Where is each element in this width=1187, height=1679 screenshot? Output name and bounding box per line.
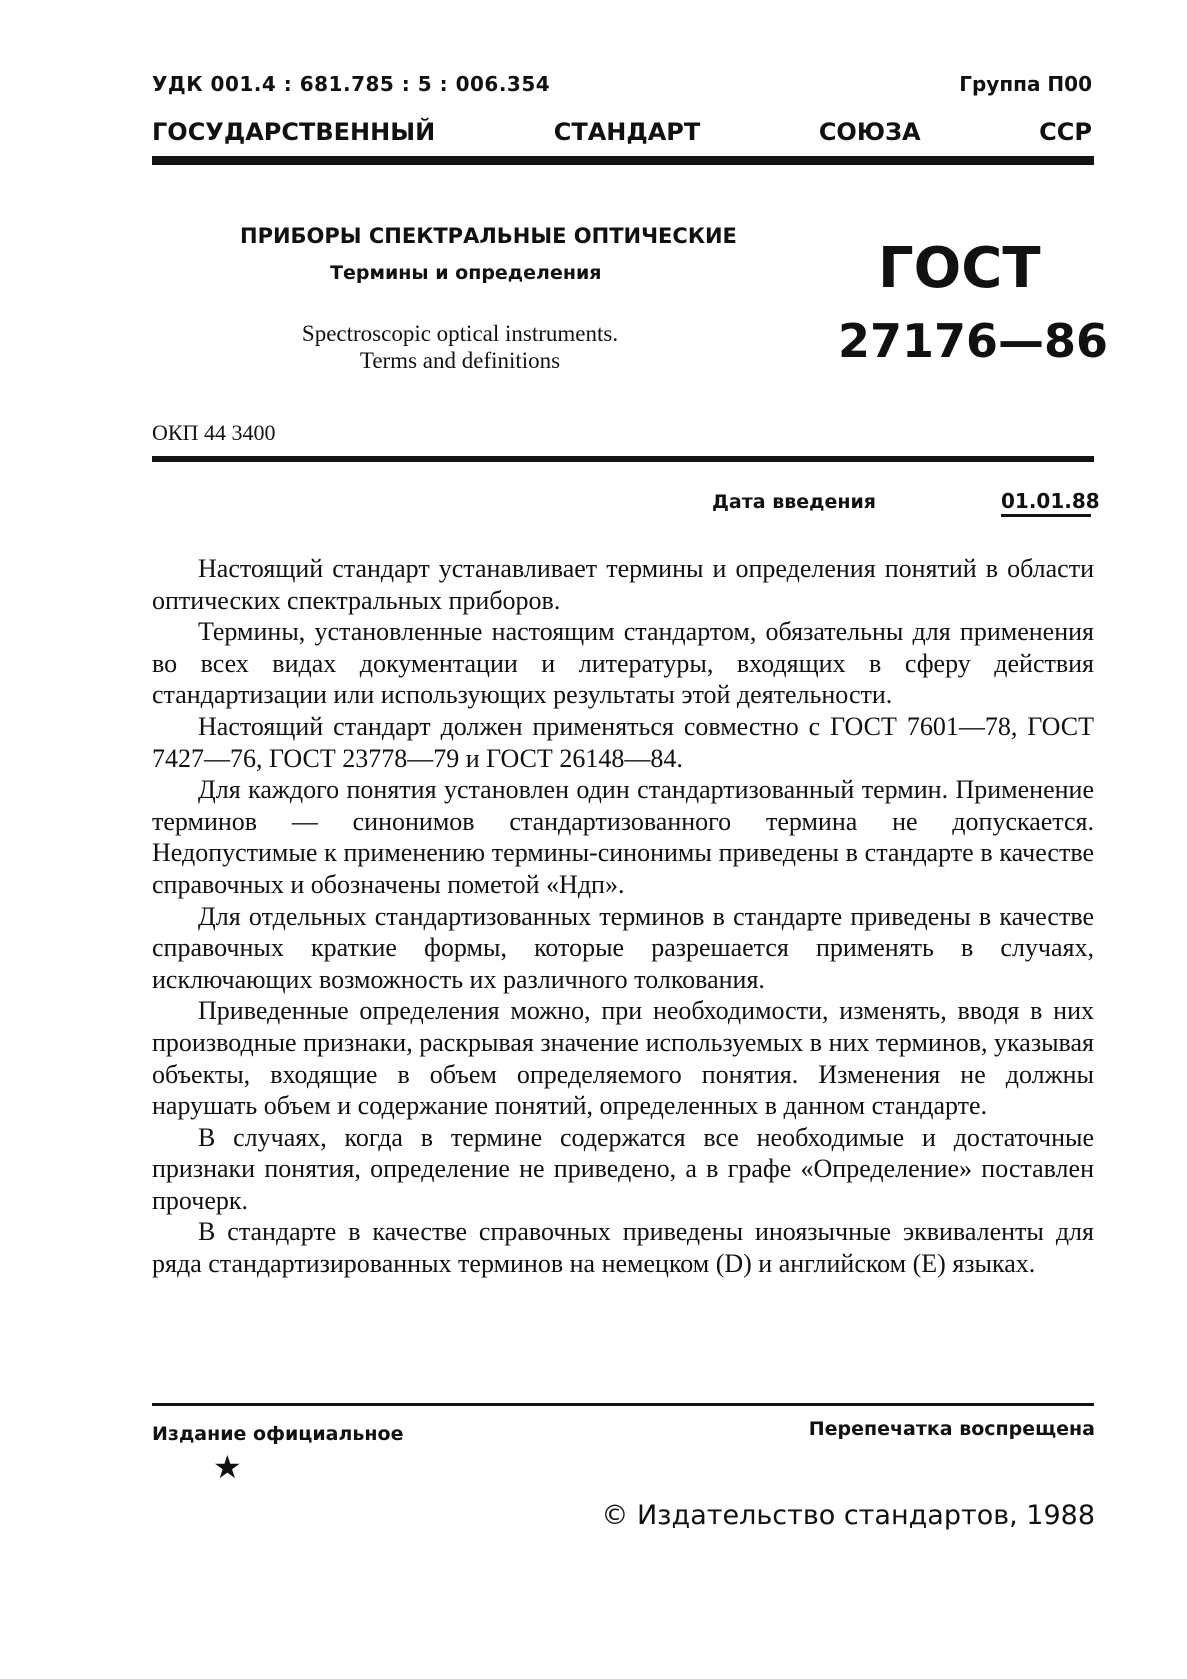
paragraph: В стандарте в качестве справочных приведены иноязычные эквиваленты для ряда стандартизированных терминов на немецком (D) и английском (E) языках.	[152, 1217, 1094, 1279]
publisher-copyright: © Издательство стандартов, 1988	[601, 1500, 1095, 1531]
date-underline	[1001, 514, 1091, 517]
star-icon: ★	[213, 1448, 242, 1486]
state-standard-word: ССР	[1039, 118, 1092, 146]
okp-code: ОКП 44 3400	[152, 420, 276, 445]
body-text	[152, 553, 1094, 1280]
paragraph: Термины, установленные настоящим стандартом, обязательны для применения во всех видах документации и литературы, входящих в сферу действия стандартизации или использующих результаты этой деятельности.	[152, 617, 1094, 710]
document-title: ПРИБОРЫ СПЕКТРАЛЬНЫЕ ОПТИЧЕСКИЕ	[240, 224, 737, 248]
introduction-date-label: Дата введения	[712, 491, 876, 513]
gost-number: 27176—86	[838, 314, 1109, 368]
paragraph: Для каждого понятия установлен один стандартизованный термин. Применение терминов — синонимов стандартизованного термина не допускается. Недопустимые к применению термины-синонимы приведены в стандарте в качестве справочных и обозначены пометой «Ндп».	[152, 775, 1094, 899]
official-edition-label: Издание официальное	[152, 1423, 404, 1445]
paragraph: Приведенные определения можно, при необходимости, изменять, вводя в них производные признаки, раскрывая значение используемых в них терминов, указывая объекты, входящие в объем определяемого понятия. Изменения не должны нарушать объем и содержание понятий, определенных в данном стандарте.	[152, 996, 1094, 1121]
paragraph: Настоящий стандарт должен применяться совместно с ГОСТ 7601—78, ГОСТ 7427—76, ГОСТ 23778—79 и ГОСТ 26148—84.	[152, 711, 1094, 773]
group-code: Группа П00	[959, 72, 1092, 96]
state-standard-word: СОЮЗА	[818, 118, 921, 146]
paragraph: Для отдельных стандартизованных терминов в стандарте приведены в качестве справочных краткие формы, которые разрешается применять в случаях, исключающих возможность их различного толкования.	[152, 901, 1094, 994]
reprint-prohibited-label: Перепечатка воспрещена	[808, 1418, 1095, 1440]
paragraph: В случаях, когда в термине содержатся все необходимые и достаточные признаки понятия, определение не приведено, а в графе «Определение» поставлен прочерк.	[152, 1122, 1094, 1215]
english-title	[250, 320, 670, 374]
gost-label: ГОСТ	[878, 236, 1041, 301]
english-title-line: Spectroscopic optical instruments.	[301, 321, 619, 346]
state-standard-word: СТАНДАРТ	[553, 118, 701, 146]
state-standard-heading	[152, 118, 1092, 146]
paragraph: Настоящий стандарт устанавливает термины и определения понятий в области оптических спектральных приборов.	[152, 554, 1094, 615]
document-subtitle: Термины и определения	[330, 262, 602, 284]
header-rule	[152, 156, 1094, 165]
footer-rule	[152, 1403, 1094, 1406]
english-title-line: Terms and definitions	[359, 348, 561, 373]
section-rule	[152, 456, 1094, 462]
state-standard-word: ГОСУДАРСТВЕННЫЙ	[152, 118, 436, 146]
udk-code: УДК 001.4 : 681.785 : 5 : 006.354	[152, 72, 551, 96]
introduction-date-value: 01.01.88	[1001, 489, 1100, 513]
